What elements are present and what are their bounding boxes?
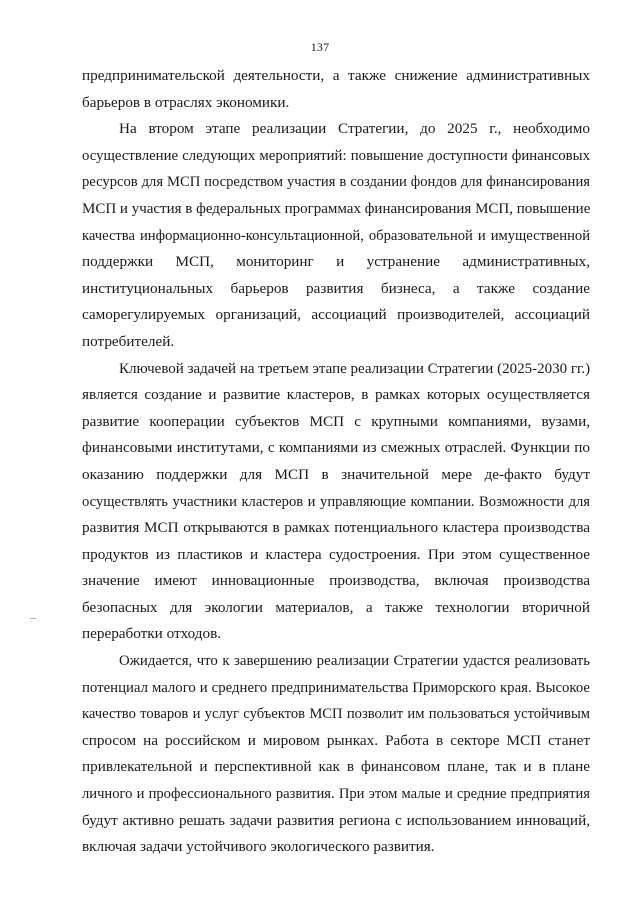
text-line: Ожидается, что к завершению реализации Стратегии удастся реализовать — [119, 653, 590, 670]
paragraph — [82, 648, 590, 861]
body-text — [82, 63, 590, 861]
margin-mark — [30, 618, 36, 619]
text-line: является создание и развитие кластеров, в рамках которых осуществляется — [82, 386, 590, 404]
text-line: качество товаров и услуг субъектов МСП позволит им пользоваться устойчивым — [82, 706, 590, 723]
text-line: ресурсов для МСП посредством участия в создании фондов для финансирования — [82, 174, 590, 191]
text-line: барьеров в отраслях экономики. — [82, 93, 290, 111]
text-line: оказанию поддержки для МСП в значительной мере де-факто будут — [82, 465, 590, 483]
text-line: На втором этапе реализации Стратегии, до 2025 г., необходимо — [119, 120, 590, 138]
text-line: будут активно решать задачи развития региона с использованием инноваций, — [82, 811, 590, 829]
text-line: осуществление следующих мероприятий: повышение доступности финансовых — [82, 147, 590, 164]
paragraph — [82, 116, 590, 355]
page-number: 137 — [310, 40, 330, 54]
text-line: личного и профессионального развития. При этом малые и средние предприятия — [82, 786, 590, 803]
text-line: включая задачи устойчивого экологического развития. — [82, 838, 435, 856]
text-line: Ключевой задачей на третьем этапе реализации Стратегии (2025-2030 гг.) — [119, 360, 591, 377]
text-line: поддержки МСП, мониторинг и устранение административных, — [82, 253, 590, 271]
text-line: потенциал малого и среднего предпринимательства Приморского края. Высокое — [82, 679, 590, 696]
text-line: качества информационно-консультационной, образовательной и имущественной — [82, 227, 590, 244]
paragraph — [82, 356, 590, 649]
text-line: безопасных для экологии материалов, а также технологии вторичной — [82, 598, 590, 616]
text-line: финансовыми институтами, с компаниями из смежных отраслей. Функции по — [82, 439, 590, 457]
text-line: переработки отходов. — [82, 625, 222, 643]
text-line: осуществлять участники кластеров и управляющие компании. Возможности для — [82, 493, 590, 510]
text-line: развития МСП открываются в рамках потенциального кластера производства — [82, 519, 590, 537]
text-line: привлекательной и перспективной как в финансовом плане, так и в плане — [82, 758, 590, 776]
text-line: МСП и участия в федеральных программах финансирования МСП, повышение — [82, 200, 591, 217]
text-line: институциональных барьеров развития бизнеса, а также создание — [82, 279, 590, 297]
text-line: спросом на российском и мировом рынках. Работа в секторе МСП станет — [82, 731, 590, 749]
text-line: продуктов из пластиков и кластера судостроения. При этом существенное — [82, 545, 590, 563]
text-line: значение имеют инновационные производства, включая производства — [82, 572, 590, 590]
text-line: предпринимательской деятельности, а также снижение административных — [82, 67, 590, 84]
text-line: развитие кооперации субъектов МСП с крупными компаниями, вузами, — [82, 412, 590, 430]
paragraph — [82, 63, 590, 116]
text-line: саморегулируемых организаций, ассоциаций производителей, ассоциаций — [82, 306, 590, 324]
text-line: потребителей. — [82, 332, 175, 350]
